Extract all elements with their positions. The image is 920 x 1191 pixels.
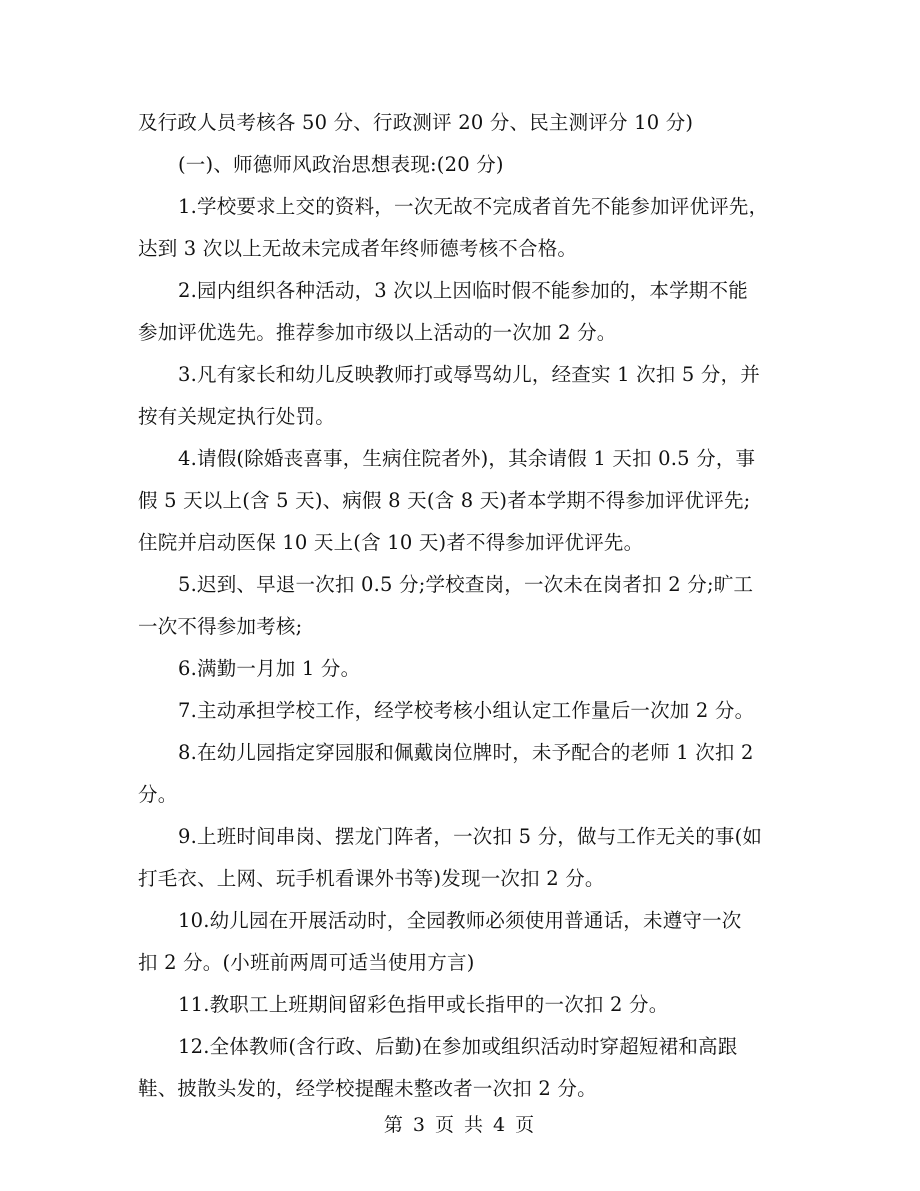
text-line: 1.学校要求上交的资料，一次无故不完成者首先不能参加评优评先， bbox=[178, 195, 769, 218]
text-line: 打毛衣、上网、玩手机看课外书等)发现一次扣 2 分。 bbox=[138, 867, 605, 890]
text-line: 鞋、披散头发的，经学校提醒未整改者一次扣 2 分。 bbox=[138, 1077, 597, 1100]
text-line: 10.幼儿园在开展活动时，全园教师必须使用普通话，未遵守一次 bbox=[178, 909, 742, 932]
text-line: 3.凡有家长和幼儿反映教师打或辱骂幼儿，经查实 1 次扣 5 分，并 bbox=[178, 363, 761, 386]
text-line: 一次不得参加考核; bbox=[138, 615, 303, 638]
document-body bbox=[138, 102, 788, 1110]
text-line: 8.在幼儿园指定穿园服和佩戴岗位牌时，未予配合的老师 1 次扣 2 bbox=[178, 741, 754, 764]
text-line: 假 5 天以上(含 5 天)、病假 8 天(含 8 天)者本学期不得参加评优评先; bbox=[138, 489, 751, 512]
text-line: 5.迟到、早退一次扣 0.5 分;学校查岗，一次未在岗者扣 2 分;旷工 bbox=[178, 573, 754, 596]
text-line: 住院并启动医保 10 天上(含 10 天)者不得参加评优评先。 bbox=[138, 531, 644, 554]
text-line: 11.教职工上班期间留彩色指甲或长指甲的一次扣 2 分。 bbox=[178, 993, 669, 1016]
section-heading: (一)、师德师风政治思想表现:(20 分) bbox=[178, 153, 504, 176]
text-line: 参加评优选先。推荐参加市级以上活动的一次加 2 分。 bbox=[138, 321, 617, 344]
text-line: 扣 2 分。(小班前两周可适当使用方言) bbox=[138, 951, 475, 974]
text-line: 分。 bbox=[138, 783, 178, 806]
text-line: 6.满勤一月加 1 分。 bbox=[178, 657, 361, 680]
text-line: 及行政人员考核各 50 分、行政测评 20 分、民主测评分 10 分) bbox=[138, 111, 694, 134]
text-line: 4.请假(除婚丧喜事，生病住院者外)，其余请假 1 天扣 0.5 分，事 bbox=[178, 447, 756, 470]
text-line: 7.主动承担学校工作，经学校考核小组认定工作量后一次加 2 分。 bbox=[178, 699, 755, 722]
page-number-footer: 第 3 页 共 4 页 bbox=[383, 1114, 537, 1136]
text-line: 达到 3 次以上无故未完成者年终师德考核不合格。 bbox=[138, 237, 578, 260]
text-line: 12.全体教师(含行政、后勤)在参加或组织活动时穿超短裙和高跟 bbox=[178, 1035, 738, 1058]
text-line: 按有关规定执行处罚。 bbox=[138, 405, 336, 428]
text-line: 9.上班时间串岗、摆龙门阵者，一次扣 5 分，做与工作无关的事(如 bbox=[178, 825, 763, 848]
text-line: 2.园内组织各种活动，3 次以上因临时假不能参加的，本学期不能 bbox=[178, 279, 748, 302]
